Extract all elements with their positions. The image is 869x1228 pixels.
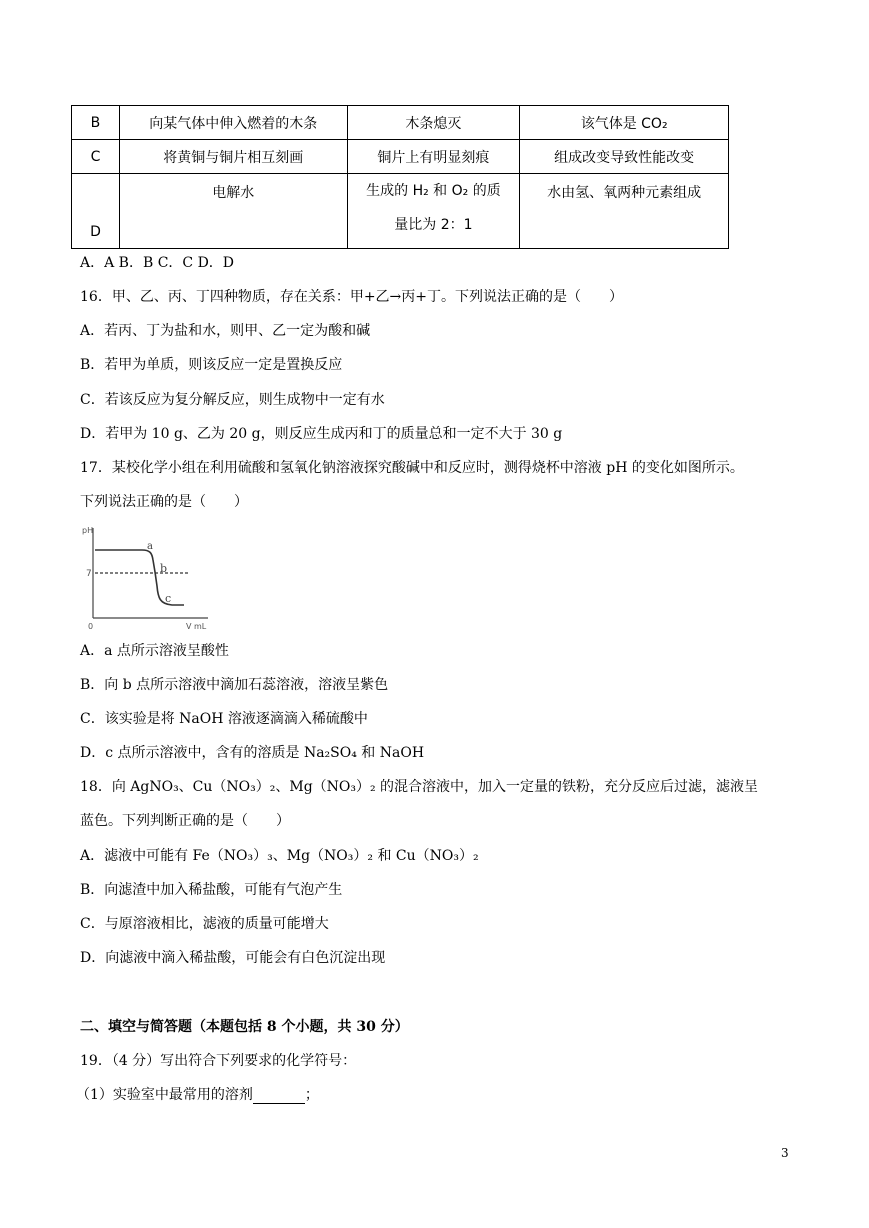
- phenomenon-cell: 铜片上有明显刻痕: [347, 140, 520, 174]
- q16-option-c: C．若该反应为复分解反应，则生成物中一定有水: [80, 392, 385, 408]
- q18-option-c: C．与原溶液相比，滤液的质量可能增大: [80, 916, 329, 932]
- conclusion-cell: 水由氢、氧两种元素组成: [520, 174, 729, 249]
- experiment-table: [71, 105, 729, 249]
- q16-option-b: B．若甲为单质，则该反应一定是置换反应: [80, 357, 343, 373]
- ph-curve-figure: [76, 520, 216, 632]
- q18-stem-line1: 18．向 AgNO₃、Cu（NO₃）₂、Mg（NO₃）₂ 的混合溶液中，加入一定量的铁粉，充分反应后过滤，滤液呈: [80, 779, 759, 795]
- q19-part1-prompt: （1）实验室中最常用的溶剂: [76, 1087, 253, 1103]
- q16-option-d: D．若甲为 10 g、乙为 20 g，则反应生成丙和丁的质量总和一定不大于 30 g: [80, 426, 563, 442]
- q17-option-c: C．该实验是将 NaOH 溶液逐滴滴入稀硫酸中: [80, 711, 368, 727]
- y-axis-label: pH: [82, 526, 94, 535]
- ph7-tick-label: 7: [86, 569, 92, 579]
- row-label: D: [72, 174, 120, 249]
- phenomenon-cell: 木条熄灭: [347, 106, 520, 140]
- q17-option-d: D．c 点所示溶液中，含有的溶质是 Na₂SO₄ 和 NaOH: [80, 745, 425, 761]
- table-row: [72, 106, 729, 140]
- q16-option-a: A．若丙、丁为盐和水，则甲、乙一定为酸和碱: [80, 323, 371, 339]
- page-number: 3: [781, 1146, 789, 1160]
- answer-blank[interactable]: [253, 1089, 305, 1104]
- q19-part1-suffix: ；: [304, 1087, 319, 1103]
- q16-stem: 16．甲、乙、丙、丁四种物质，存在关系：甲+乙→丙+丁。下列说法正确的是（ ）: [80, 289, 624, 305]
- origin-label: 0: [88, 622, 94, 631]
- table-row: [72, 174, 729, 249]
- section-heading: 二、填空与简答题（本题包括 8 个小题，共 30 分）: [80, 1019, 409, 1035]
- q17-option-b: B．向 b 点所示溶液中滴加石蕊溶液，溶液呈紫色: [80, 677, 389, 693]
- q19-part1: [76, 1084, 319, 1104]
- row-label: B: [72, 106, 120, 140]
- phenomenon-cell: [347, 174, 520, 249]
- q17-stem-line2: 下列说法正确的是（ ）: [80, 494, 248, 510]
- table-row: [72, 140, 729, 174]
- q15-options: A．A B．B C．C D．D: [80, 255, 235, 271]
- point-c-label: c: [165, 592, 172, 605]
- q19-stem: 19．（4 分）写出符合下列要求的化学符号：: [80, 1053, 357, 1069]
- phenomenon-line: 生成的 H₂ 和 O₂ 的质: [366, 183, 501, 199]
- q17-stem-line1: 17．某校化学小组在利用硫酸和氢氧化钠溶液探究酸碱中和反应时，测得烧杯中溶液 pH 的变化如图所示。: [80, 460, 744, 476]
- operation-cell: 电解水: [119, 174, 347, 249]
- q17-option-a: A．a 点所示溶液呈酸性: [80, 643, 229, 659]
- conclusion-cell: 组成改变导致性能改变: [520, 140, 729, 174]
- operation-cell: 将黄铜与铜片相互刻画: [119, 140, 347, 174]
- point-b-label: b: [160, 562, 168, 575]
- x-axis-label: V mL: [186, 622, 207, 631]
- row-label: C: [72, 140, 120, 174]
- q18-stem-line2: 蓝色。下列判断正确的是（ ）: [80, 813, 290, 829]
- q18-option-a: A．滤液中可能有 Fe（NO₃）₃、Mg（NO₃）₂ 和 Cu（NO₃）₂: [80, 848, 479, 864]
- q18-option-d: D．向滤液中滴入稀盐酸，可能会有白色沉淀出现: [80, 950, 386, 966]
- operation-cell: 向某气体中伸入燃着的木条: [119, 106, 347, 140]
- phenomenon-line: 量比为 2：1: [394, 217, 473, 233]
- point-a-label: a: [147, 541, 153, 552]
- q18-option-b: B．向滤渣中加入稀盐酸，可能有气泡产生: [80, 882, 343, 898]
- conclusion-cell: 该气体是 CO₂: [520, 106, 729, 140]
